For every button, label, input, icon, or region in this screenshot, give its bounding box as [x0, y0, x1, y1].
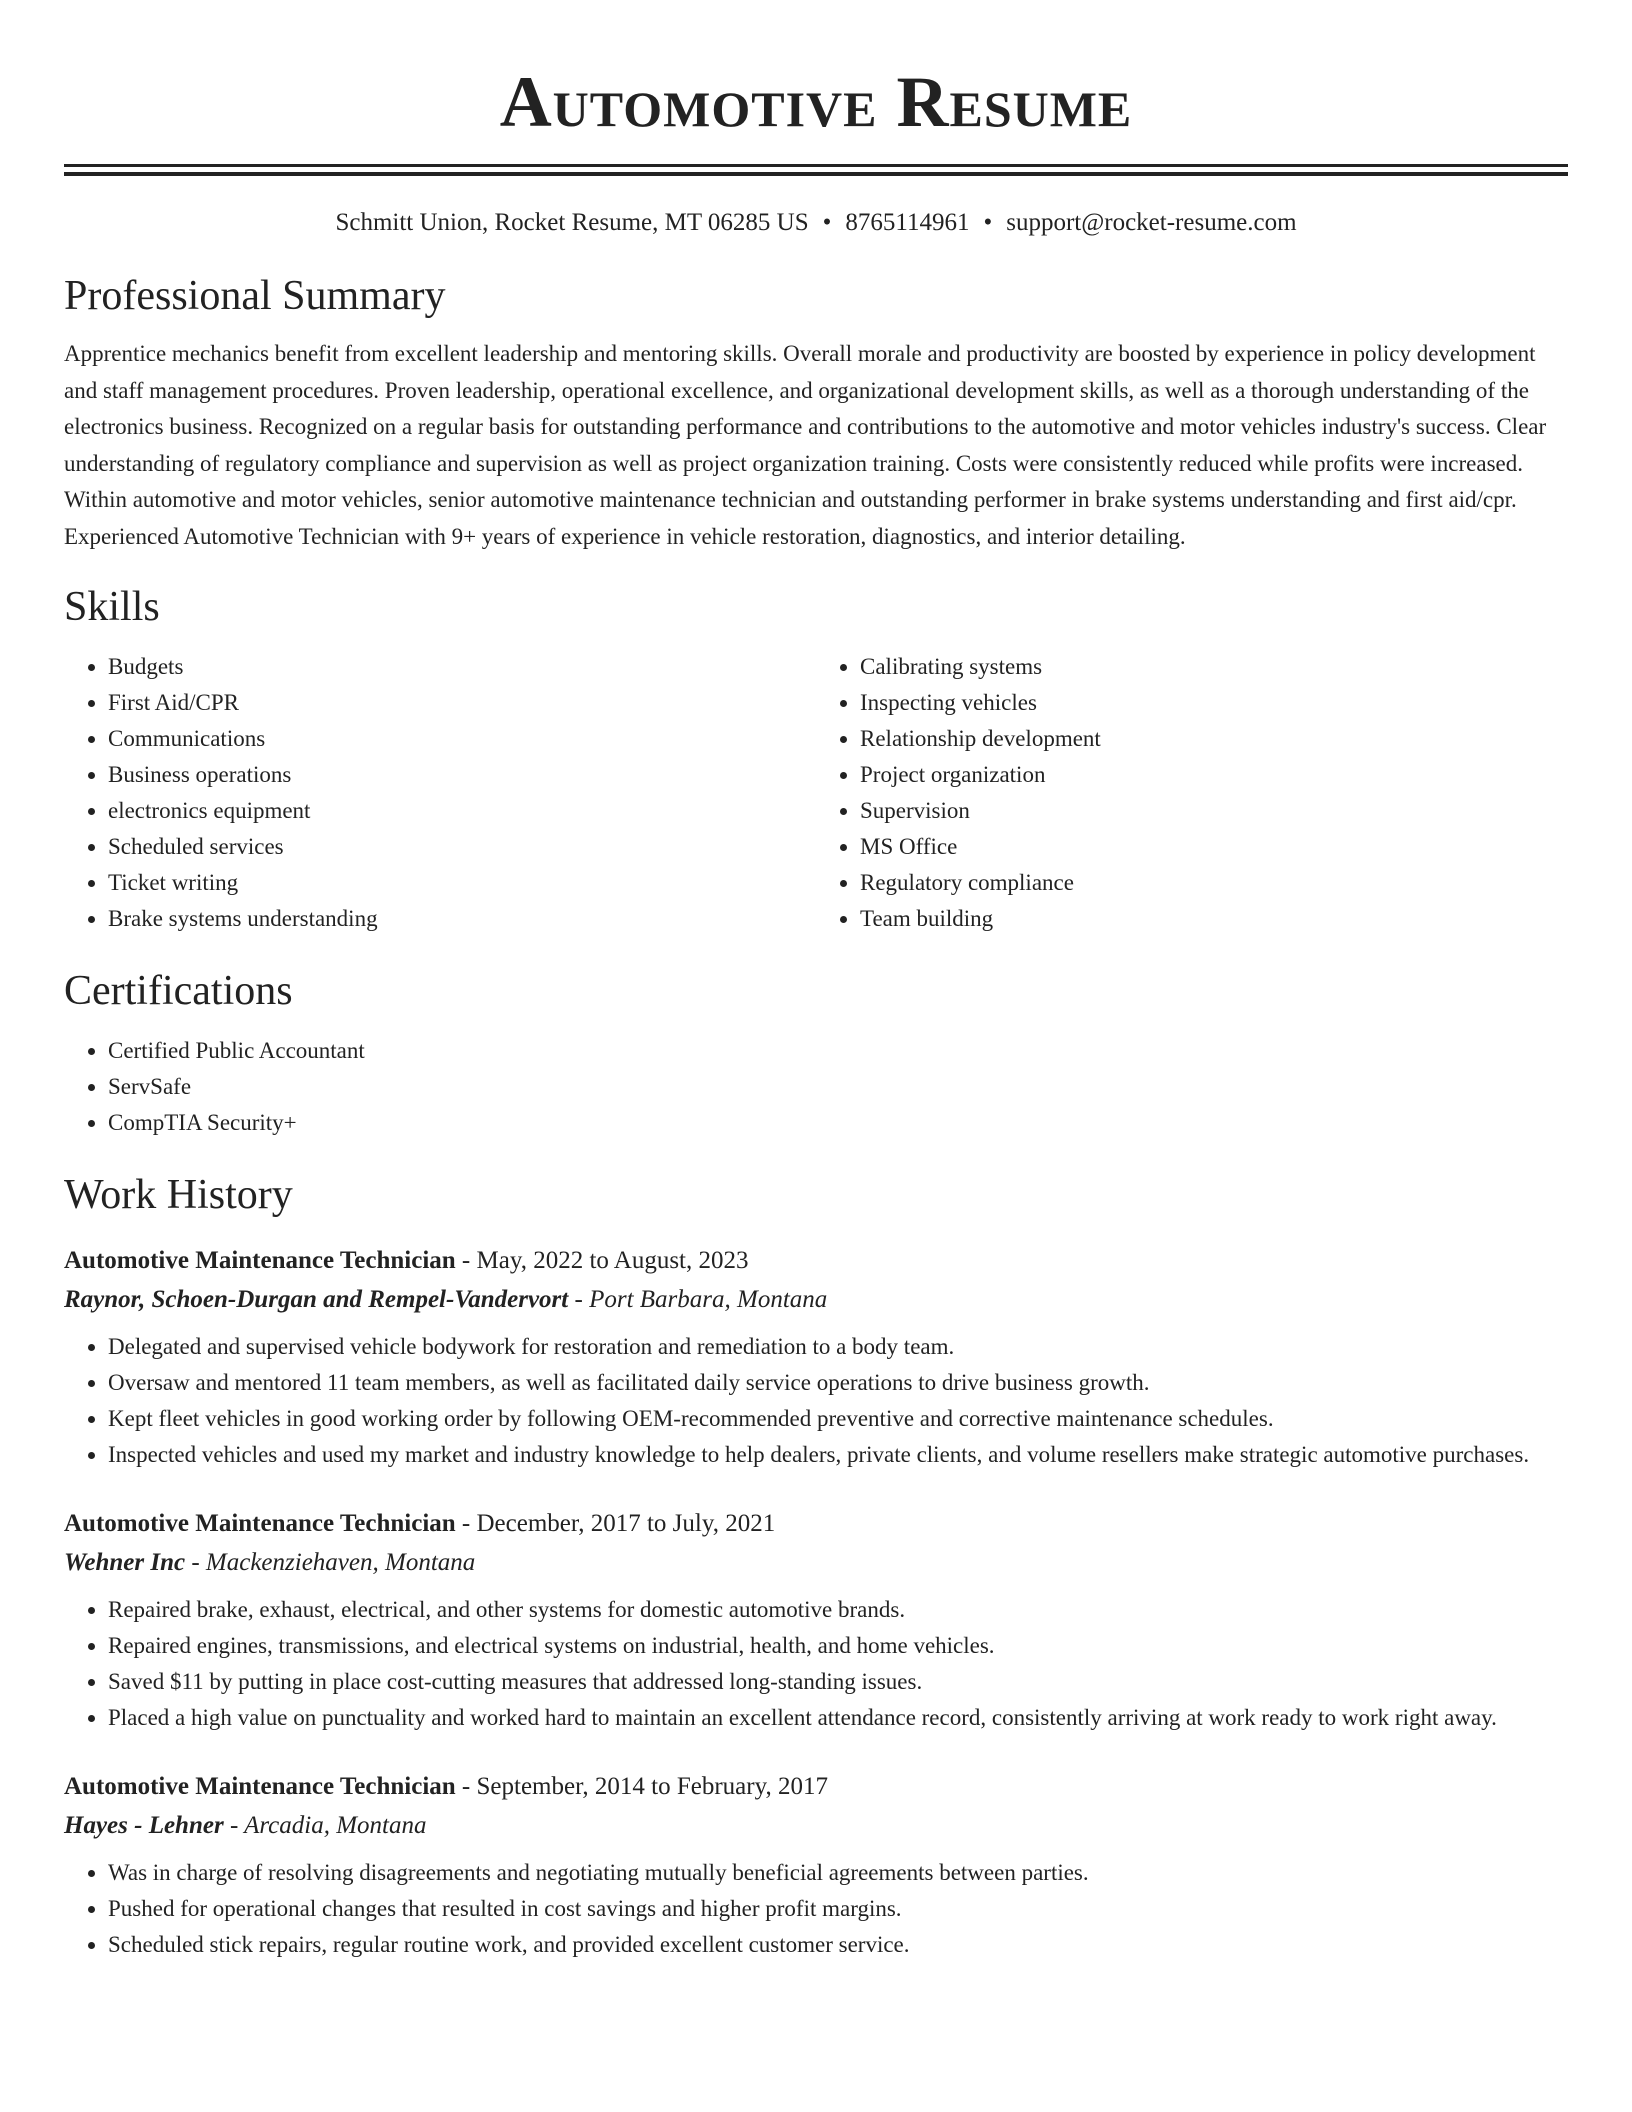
skills-list-right: [816, 649, 1568, 937]
skill-item: • Relationship development: [860, 721, 1568, 757]
duty-item: • Saved $11 by putting in place cost-cutting measures that addressed long-standing issues.: [108, 1664, 1568, 1700]
job-duties-list: [64, 1855, 1568, 1963]
job-dates: - December, 2017 to July, 2021: [455, 1510, 776, 1537]
job-entry: [64, 1767, 1568, 1963]
resume-page: [64, 0, 1568, 1963]
certifications-list: [64, 1033, 1568, 1141]
company-line: [64, 1280, 1568, 1319]
company-location: - Arcadia, Montana: [223, 1812, 427, 1839]
company-name: Raynor, Schoen-Durgan and Rempel-Vandervort: [64, 1286, 569, 1313]
company-location: - Mackenziehaven, Montana: [185, 1549, 476, 1576]
title-rule-bottom: [64, 172, 1568, 176]
duty-item: • Was in charge of resolving disagreements and negotiating mutually beneficial agreements between parties.: [108, 1855, 1568, 1891]
contact-separator: •: [983, 209, 993, 236]
skill-item: • Communications: [108, 721, 816, 757]
job-dates: - May, 2022 to August, 2023: [455, 1247, 749, 1274]
contact-email: support@rocket-resume.com: [1006, 209, 1297, 236]
company-name: Hayes - Lehner: [64, 1812, 224, 1839]
duty-item: • Inspected vehicles and used my market and industry knowledge to help dealers, private clients, and volume resellers make strategic automotive purchases.: [108, 1437, 1568, 1473]
skill-item: • Ticket writing: [108, 865, 816, 901]
duty-item: • Oversaw and mentored 11 team members, as well as facilitated daily service operations to drive business growth.: [108, 1365, 1568, 1401]
job-title-line: [64, 1767, 1568, 1806]
skills-heading: Skills: [64, 584, 160, 630]
duty-item: • Pushed for operational changes that resulted in cost savings and higher profit margins.: [108, 1891, 1568, 1927]
summary-text: Apprentice mechanics benefit from excellent leadership and mentoring skills. Overall morale and productivity are boosted by experience in policy development and staff management procedures. Proven leadership, operational excellence, and organizational development skills, as well as a thorough understanding of the electronics business. Recognized on a regular basis for outstanding performance and contributions to the automotive and motor vehicles industry's success. Clear understanding of regulatory compliance and supervision as well as project organization training. Costs were consistently reduced while profits were increased. Within automotive and motor vehicles, senior automotive maintenance technician and outstanding performer in brake systems understanding and first aid/cpr. Experienced Automotive Technician with 9+ years of experience in vehicle restoration, diagnostics, and interior detailing.: [64, 341, 1547, 549]
duty-item: • Repaired brake, exhaust, electrical, and other systems for domestic automotive brands.: [108, 1592, 1568, 1628]
skill-item: • Supervision: [860, 793, 1568, 829]
certification-item: • Certified Public Accountant: [108, 1033, 1568, 1069]
skill-item: • First Aid/CPR: [108, 685, 816, 721]
contact-phone: 8765114961: [845, 209, 970, 236]
certification-item: • ServSafe: [108, 1069, 1568, 1105]
skill-item: • Business operations: [108, 757, 816, 793]
work-history-heading: Work History: [64, 1172, 293, 1218]
contact-line: [64, 206, 1568, 240]
job-entry: [64, 1504, 1568, 1736]
company-line: [64, 1543, 1568, 1582]
skill-item: • MS Office: [860, 829, 1568, 865]
skill-item: • Budgets: [108, 649, 816, 685]
skill-item: • Calibrating systems: [860, 649, 1568, 685]
company-line: [64, 1806, 1568, 1845]
job-duties-list: [64, 1329, 1568, 1473]
skill-item: • electronics equipment: [108, 793, 816, 829]
company-location: - Port Barbara, Montana: [568, 1286, 828, 1313]
contact-address: Schmitt Union, Rocket Resume, MT 06285 US: [335, 209, 809, 236]
resume-title: Automotive Resume: [499, 62, 1133, 142]
skill-item: • Team building: [860, 901, 1568, 937]
certification-item: • CompTIA Security+: [108, 1105, 1568, 1141]
duty-item: • Scheduled stick repairs, regular routine work, and provided excellent customer service.: [108, 1927, 1568, 1963]
certifications-heading: Certifications: [64, 968, 293, 1014]
skill-item: • Inspecting vehicles: [860, 685, 1568, 721]
title-rule-top: [64, 164, 1568, 167]
skill-item: • Project organization: [860, 757, 1568, 793]
duty-item: • Kept fleet vehicles in good working order by following OEM-recommended preventive and corrective maintenance schedules.: [108, 1401, 1568, 1437]
job-duties-list: [64, 1592, 1568, 1736]
duty-item: • Delegated and supervised vehicle bodywork for restoration and remediation to a body team.: [108, 1329, 1568, 1365]
duty-item: • Placed a high value on punctuality and worked hard to maintain an excellent attendance record, consistently arriving at work ready to work right away.: [108, 1700, 1568, 1736]
company-name: Wehner Inc: [64, 1549, 186, 1576]
job-dates: - September, 2014 to February, 2017: [455, 1773, 828, 1800]
skills-list-left: [64, 649, 816, 937]
skill-item: • Brake systems understanding: [108, 901, 816, 937]
skill-item: • Regulatory compliance: [860, 865, 1568, 901]
summary-heading: Professional Summary: [64, 273, 446, 319]
job-title: Automotive Maintenance Technician: [64, 1510, 456, 1537]
duty-item: • Repaired engines, transmissions, and electrical systems on industrial, health, and home vehicles.: [108, 1628, 1568, 1664]
job-title-line: [64, 1241, 1568, 1280]
job-title-line: [64, 1504, 1568, 1543]
skills-columns: [64, 649, 1568, 937]
contact-separator: •: [822, 209, 832, 236]
job-title: Automotive Maintenance Technician: [64, 1773, 456, 1800]
job-entry: [64, 1241, 1568, 1473]
job-title: Automotive Maintenance Technician: [64, 1247, 456, 1274]
skill-item: • Scheduled services: [108, 829, 816, 865]
